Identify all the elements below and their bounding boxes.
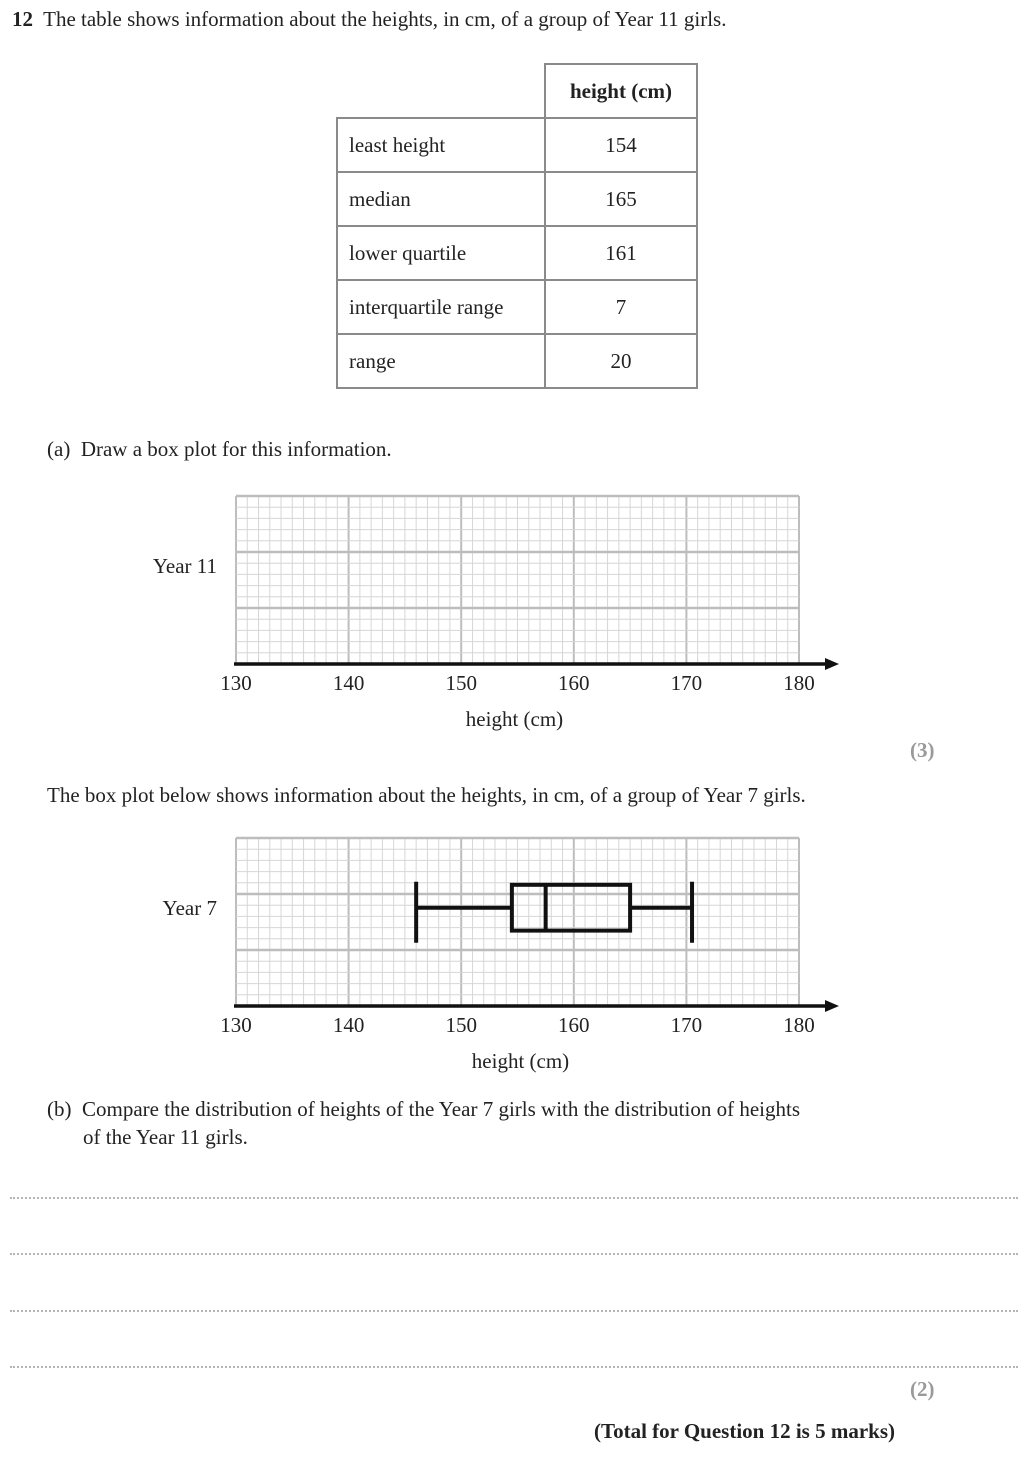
x-axis-label: height (cm) (471, 1049, 570, 1073)
x-tick-label: 170 (670, 1013, 703, 1037)
question-number: 12 (12, 7, 33, 31)
part-b-prompt (47, 1096, 800, 1122)
row-label: lower quartile (337, 226, 545, 280)
x-tick-label: 130 (220, 671, 252, 695)
x-tick-label: 160 (558, 1013, 590, 1037)
grid (236, 838, 799, 1006)
x-tick-label: 150 (445, 1013, 477, 1037)
year11-boxplot-chart[interactable] (0, 480, 1030, 740)
grid (236, 496, 799, 664)
part-b-line2: of the Year 11 girls. (83, 1125, 248, 1149)
answer-line[interactable] (10, 1366, 1018, 1368)
row-label: Year 7 (162, 896, 217, 920)
table-header: height (cm) (545, 64, 697, 118)
x-tick-label: 140 (332, 1013, 365, 1037)
row-value: 161 (545, 226, 697, 280)
x-axis-arrowhead (825, 1000, 839, 1012)
x-tick-label: 140 (332, 671, 365, 695)
height-info-table (336, 63, 698, 389)
x-tick-label: 150 (445, 671, 477, 695)
x-tick-label: 180 (783, 671, 815, 695)
part-a-letter: (a) (47, 437, 71, 461)
row-label: least height (337, 118, 545, 172)
part-b-line1: Compare the distribution of heights of the Year 7 girls with the distribution of heights (82, 1097, 801, 1121)
part-b-marks: (2) (910, 1377, 935, 1401)
question-total: (Total for Question 12 is 5 marks) (594, 1419, 896, 1443)
answer-line[interactable] (10, 1253, 1018, 1255)
x-axis-label: height (cm) (465, 707, 564, 731)
x-tick-label: 130 (220, 1013, 252, 1037)
part-a-text: Draw a box plot for this information. (80, 437, 392, 461)
table-row (337, 334, 697, 388)
year7-boxplot-chart (0, 822, 1030, 1082)
row-label: interquartile range (337, 280, 545, 334)
x-tick-label: 170 (670, 671, 703, 695)
row-value: 20 (545, 334, 697, 388)
row-label: Year 11 (152, 554, 217, 578)
answer-line[interactable] (10, 1310, 1018, 1312)
table-row (337, 118, 697, 172)
row-label: median (337, 172, 545, 226)
x-tick-label: 180 (783, 1013, 815, 1037)
part-b-letter: (b) (47, 1097, 72, 1121)
x-axis-arrowhead (825, 658, 839, 670)
table-row (337, 172, 697, 226)
question-text (12, 6, 726, 32)
table-row (337, 280, 697, 334)
part-a-marks: (3) (910, 738, 935, 762)
x-tick-label: 160 (558, 671, 590, 695)
question-stem: The table shows information about the heights, in cm, of a group of Year 11 girls. (43, 7, 727, 31)
intro-year7-text: The box plot below shows information about the heights, in cm, of a group of Year 7 girls. (47, 783, 806, 807)
row-value: 7 (545, 280, 697, 334)
answer-line[interactable] (10, 1197, 1018, 1199)
row-label: range (337, 334, 545, 388)
table-row (337, 226, 697, 280)
part-a-prompt (47, 436, 392, 462)
row-value: 165 (545, 172, 697, 226)
row-value: 154 (545, 118, 697, 172)
